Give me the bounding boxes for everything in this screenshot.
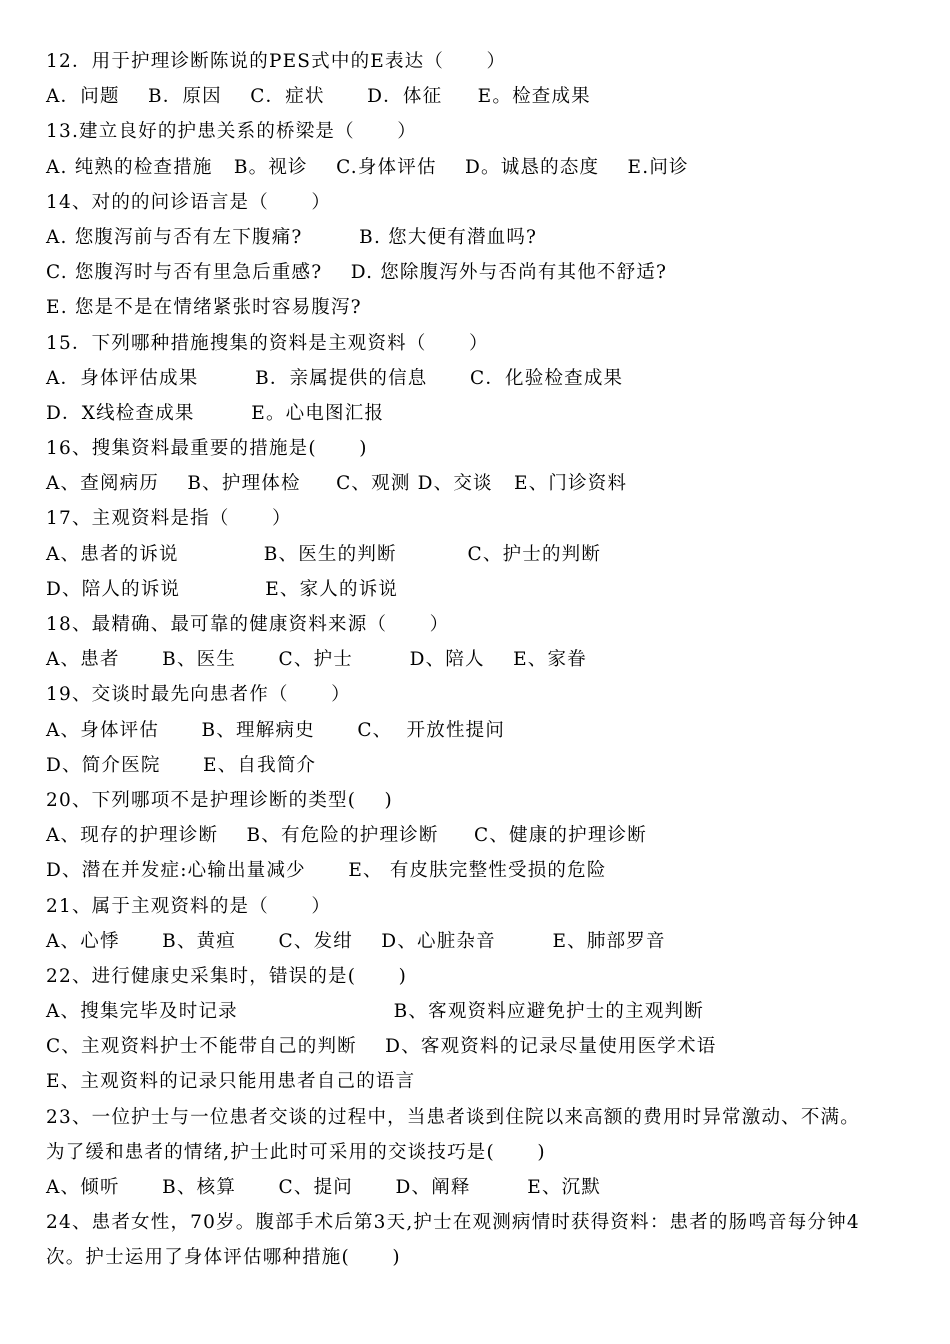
question-16: 16、搜集资料最重要的措施是( ): [46, 438, 368, 460]
options-12: A．问题 B．原因 C．症状 D．体征 E。检查成果: [46, 86, 591, 108]
options-19-de: D、简介医院 E、自我简介: [46, 754, 317, 776]
question-14: 14、对的的问诊语言是（ ）: [46, 191, 332, 213]
options-22-ab: A、搜集完毕及时记录 B、客观资料应避免护士的主观判断: [46, 1001, 704, 1023]
options-17-de: D、陪人的诉说 E、家人的诉说: [46, 578, 399, 600]
question-18: 18、最精确、最可靠的健康资料来源（ ）: [46, 614, 450, 635]
question-24-part1: 24、患者女性，70岁。腹部手术后第3天,护士在观测病情时获得资料：患者的肠鸣音每分钟4: [46, 1212, 860, 1234]
options-20-de: D、潜在并发症:心输出量减少 E、 有皮肤完整性受损的危险: [46, 860, 607, 882]
question-15: 15．下列哪种措施搜集的资料是主观资料（ ）: [46, 332, 489, 354]
exam-page: [46, 44, 916, 1276]
question-21: 21、属于主观资料的是（ ）: [46, 895, 332, 917]
question-20: 20、下列哪项不是护理诊断的类型( ): [46, 789, 393, 811]
question-19: 19、交谈时最先向患者作（ ）: [46, 684, 351, 706]
options-19-abc: A、身体评估 B、理解病史 C、 开放性提问: [46, 719, 506, 741]
question-24-part2: 次。护士运用了身体评估哪种措施( ): [46, 1247, 401, 1269]
options-14-ab: A. 您腹泻前与否有左下腹痛? B. 您大便有潜血吗?: [46, 226, 538, 248]
question-22: 22、进行健康史采集时，错误的是( ): [46, 965, 408, 987]
options-20-abc: A、现存的护理诊断 B、有危险的护理诊断 C、健康的护理诊断: [46, 825, 647, 847]
options-17-abc: A、患者的诉说 B、医生的判断 C、护士的判断: [46, 543, 602, 565]
question-17: 17、主观资料是指（ ）: [46, 508, 292, 530]
options-23: A、倾听 B、核算 C、提问 D、阐释 E、沉默: [46, 1177, 602, 1198]
question-12: 12．用于护理诊断陈说的PES式中的E表达（ ）: [46, 51, 507, 72]
options-18: A、患者 B、医生 C、护士 D、陪人 E、家眷: [46, 649, 587, 671]
options-22-e: E、主观资料的记录只能用患者自己的语言: [46, 1071, 416, 1093]
options-14-e: E. 您是不是在情绪紧张时容易腹泻?: [46, 297, 362, 319]
options-14-cd: C. 您腹泻时与否有里急后重感? D. 您除腹泻外与否尚有其他不舒适?: [46, 262, 668, 284]
options-21: A、心悸 B、黄疸 C、发绀 D、心脏杂音 E、肺部罗音: [46, 930, 666, 952]
question-23-part2: 为了缓和患者的情绪,护士此时可采用的交谈技巧是( ): [46, 1141, 546, 1163]
options-13: A. 纯熟的检查措施 B。视诊 C.身体评估 D。诚恳的态度 E.问诊: [46, 156, 689, 178]
options-22-cd: C、主观资料护士不能带自己的判断 D、客观资料的记录尽量使用医学术语: [46, 1036, 717, 1058]
question-23-part1: 23、一位护士与一位患者交谈的过程中，当患者谈到住院以来高额的费用时异常激动、不满。: [46, 1106, 860, 1128]
question-13: 13.建立良好的护患关系的桥梁是（ ）: [46, 121, 418, 143]
options-16: A、查阅病历 B、护理体检 C、观测 D、交谈 E、门诊资料: [46, 473, 628, 495]
options-15-de: D．X线检查成果 E。心电图汇报: [46, 402, 385, 424]
options-15-abc: A．身体评估成果 B．亲属提供的信息 C．化验检查成果: [46, 367, 624, 389]
